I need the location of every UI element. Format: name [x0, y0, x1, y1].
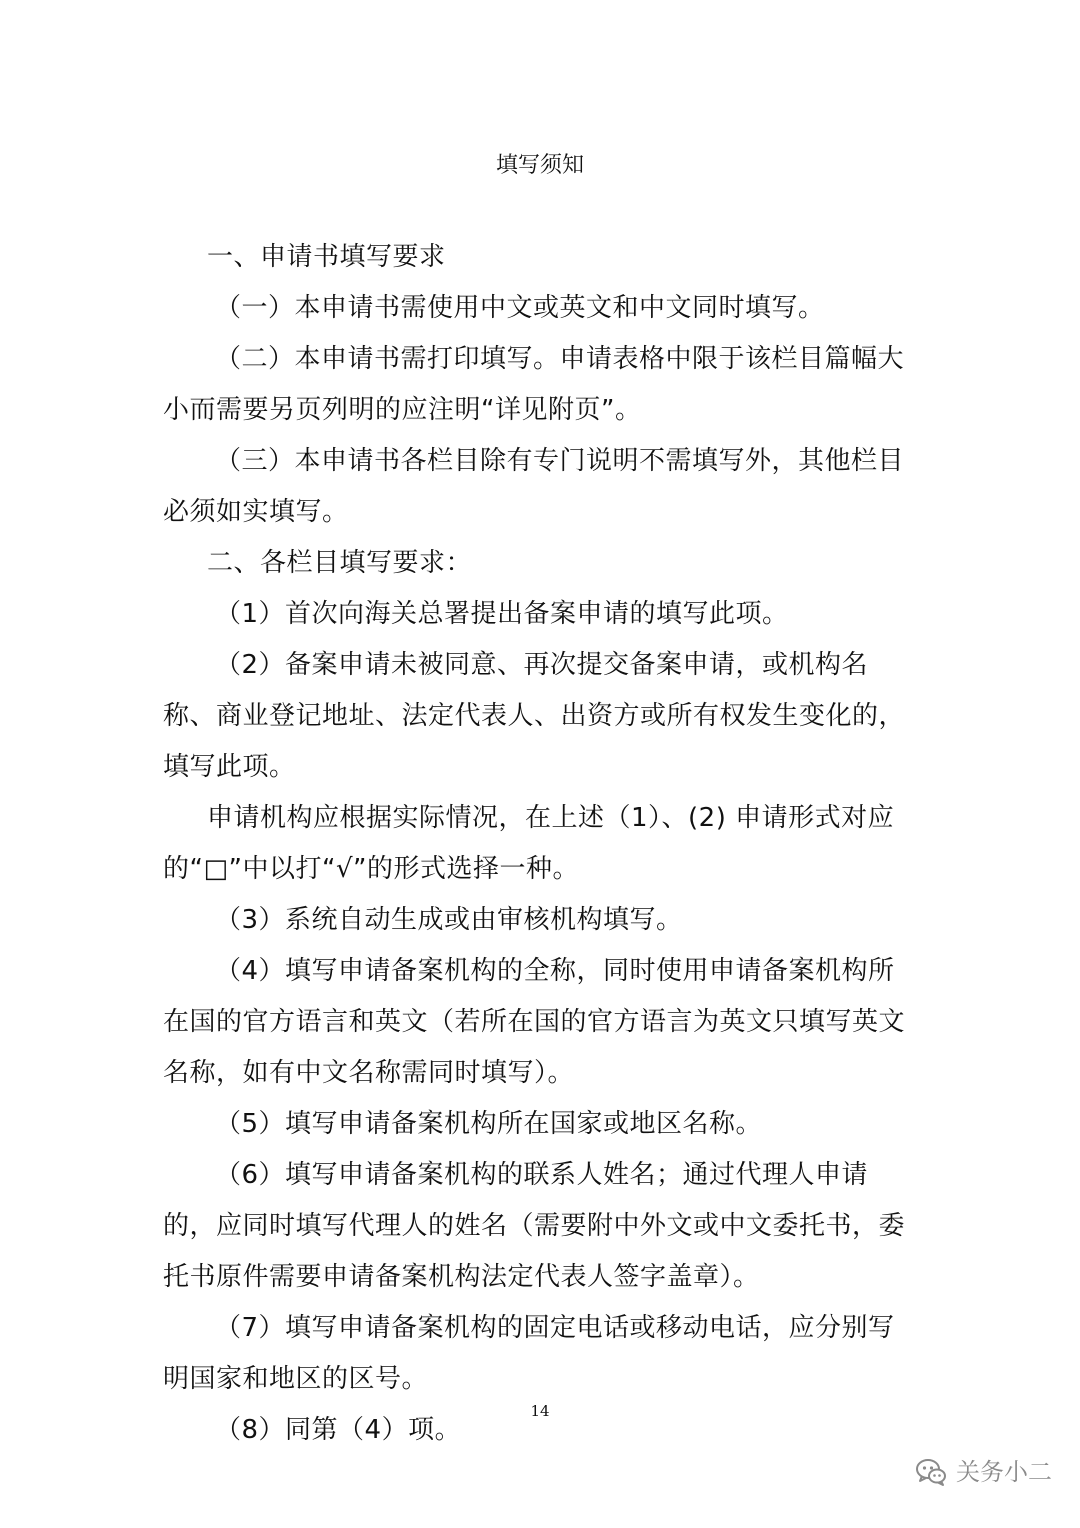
paragraph-item: （2）备案申请未被同意、再次提交备案申请，或机构名称、商业登记地址、法定代表人、出资方或所有权发生变化的，填写此项。 [163, 650, 906, 782]
paragraph-item: （一）本申请书需使用中文或英文和中文同时填写。 [215, 293, 825, 323]
watermark [914, 1455, 1052, 1489]
document-body [163, 232, 921, 1456]
watermark-text: 关务小二 [956, 1458, 1052, 1486]
paragraph-item: （6）填写申请备案机构的联系人姓名；通过代理人申请的，应同时填写代理人的姓名（需要附中外文或中文委托书，委托书原件需要申请备案机构法定代表人签字盖章）。 [163, 1160, 906, 1292]
paragraph-item: （7）填写申请备案机构的固定电话或移动电话，应分别写明国家和地区的区号。 [163, 1313, 895, 1394]
page-title: 填写须知 [495, 153, 584, 178]
section-heading-2: 二、各栏目填写要求： [207, 548, 473, 578]
paragraph-item: （5）填写申请备案机构所在国家或地区名称。 [215, 1109, 763, 1139]
paragraph-item: （4）填写申请备案机构的全称，同时使用申请备案机构所在国的官方语言和英文（若所在国的官方语言为英文只填写英文名称，如有中文名称需同时填写）。 [163, 956, 906, 1088]
paragraph-item: （二）本申请书需打印填写。申请表格中限于该栏目篇幅大小而需要另页列明的应注明“详见附页”。 [163, 344, 905, 425]
paragraph-item: （3）系统自动生成或由审核机构填写。 [215, 905, 683, 935]
section-heading-1: 一、申请书填写要求 [207, 242, 446, 272]
paragraph-item: （三）本申请书各栏目除有专门说明不需填写外，其他栏目必须如实填写。 [163, 446, 905, 527]
paragraph-item: （8）同第（4）项。 [215, 1415, 462, 1445]
paragraph-note: 申请机构应根据实际情况，在上述（1）、(2) 申请形式对应的“□”中以打“√”的形式选择一种。 [163, 803, 895, 884]
paragraph-item: （1）首次向海关总署提出备案申请的填写此项。 [215, 599, 789, 629]
page-number: 14 [530, 1402, 550, 1420]
wechat-icon [914, 1455, 948, 1489]
